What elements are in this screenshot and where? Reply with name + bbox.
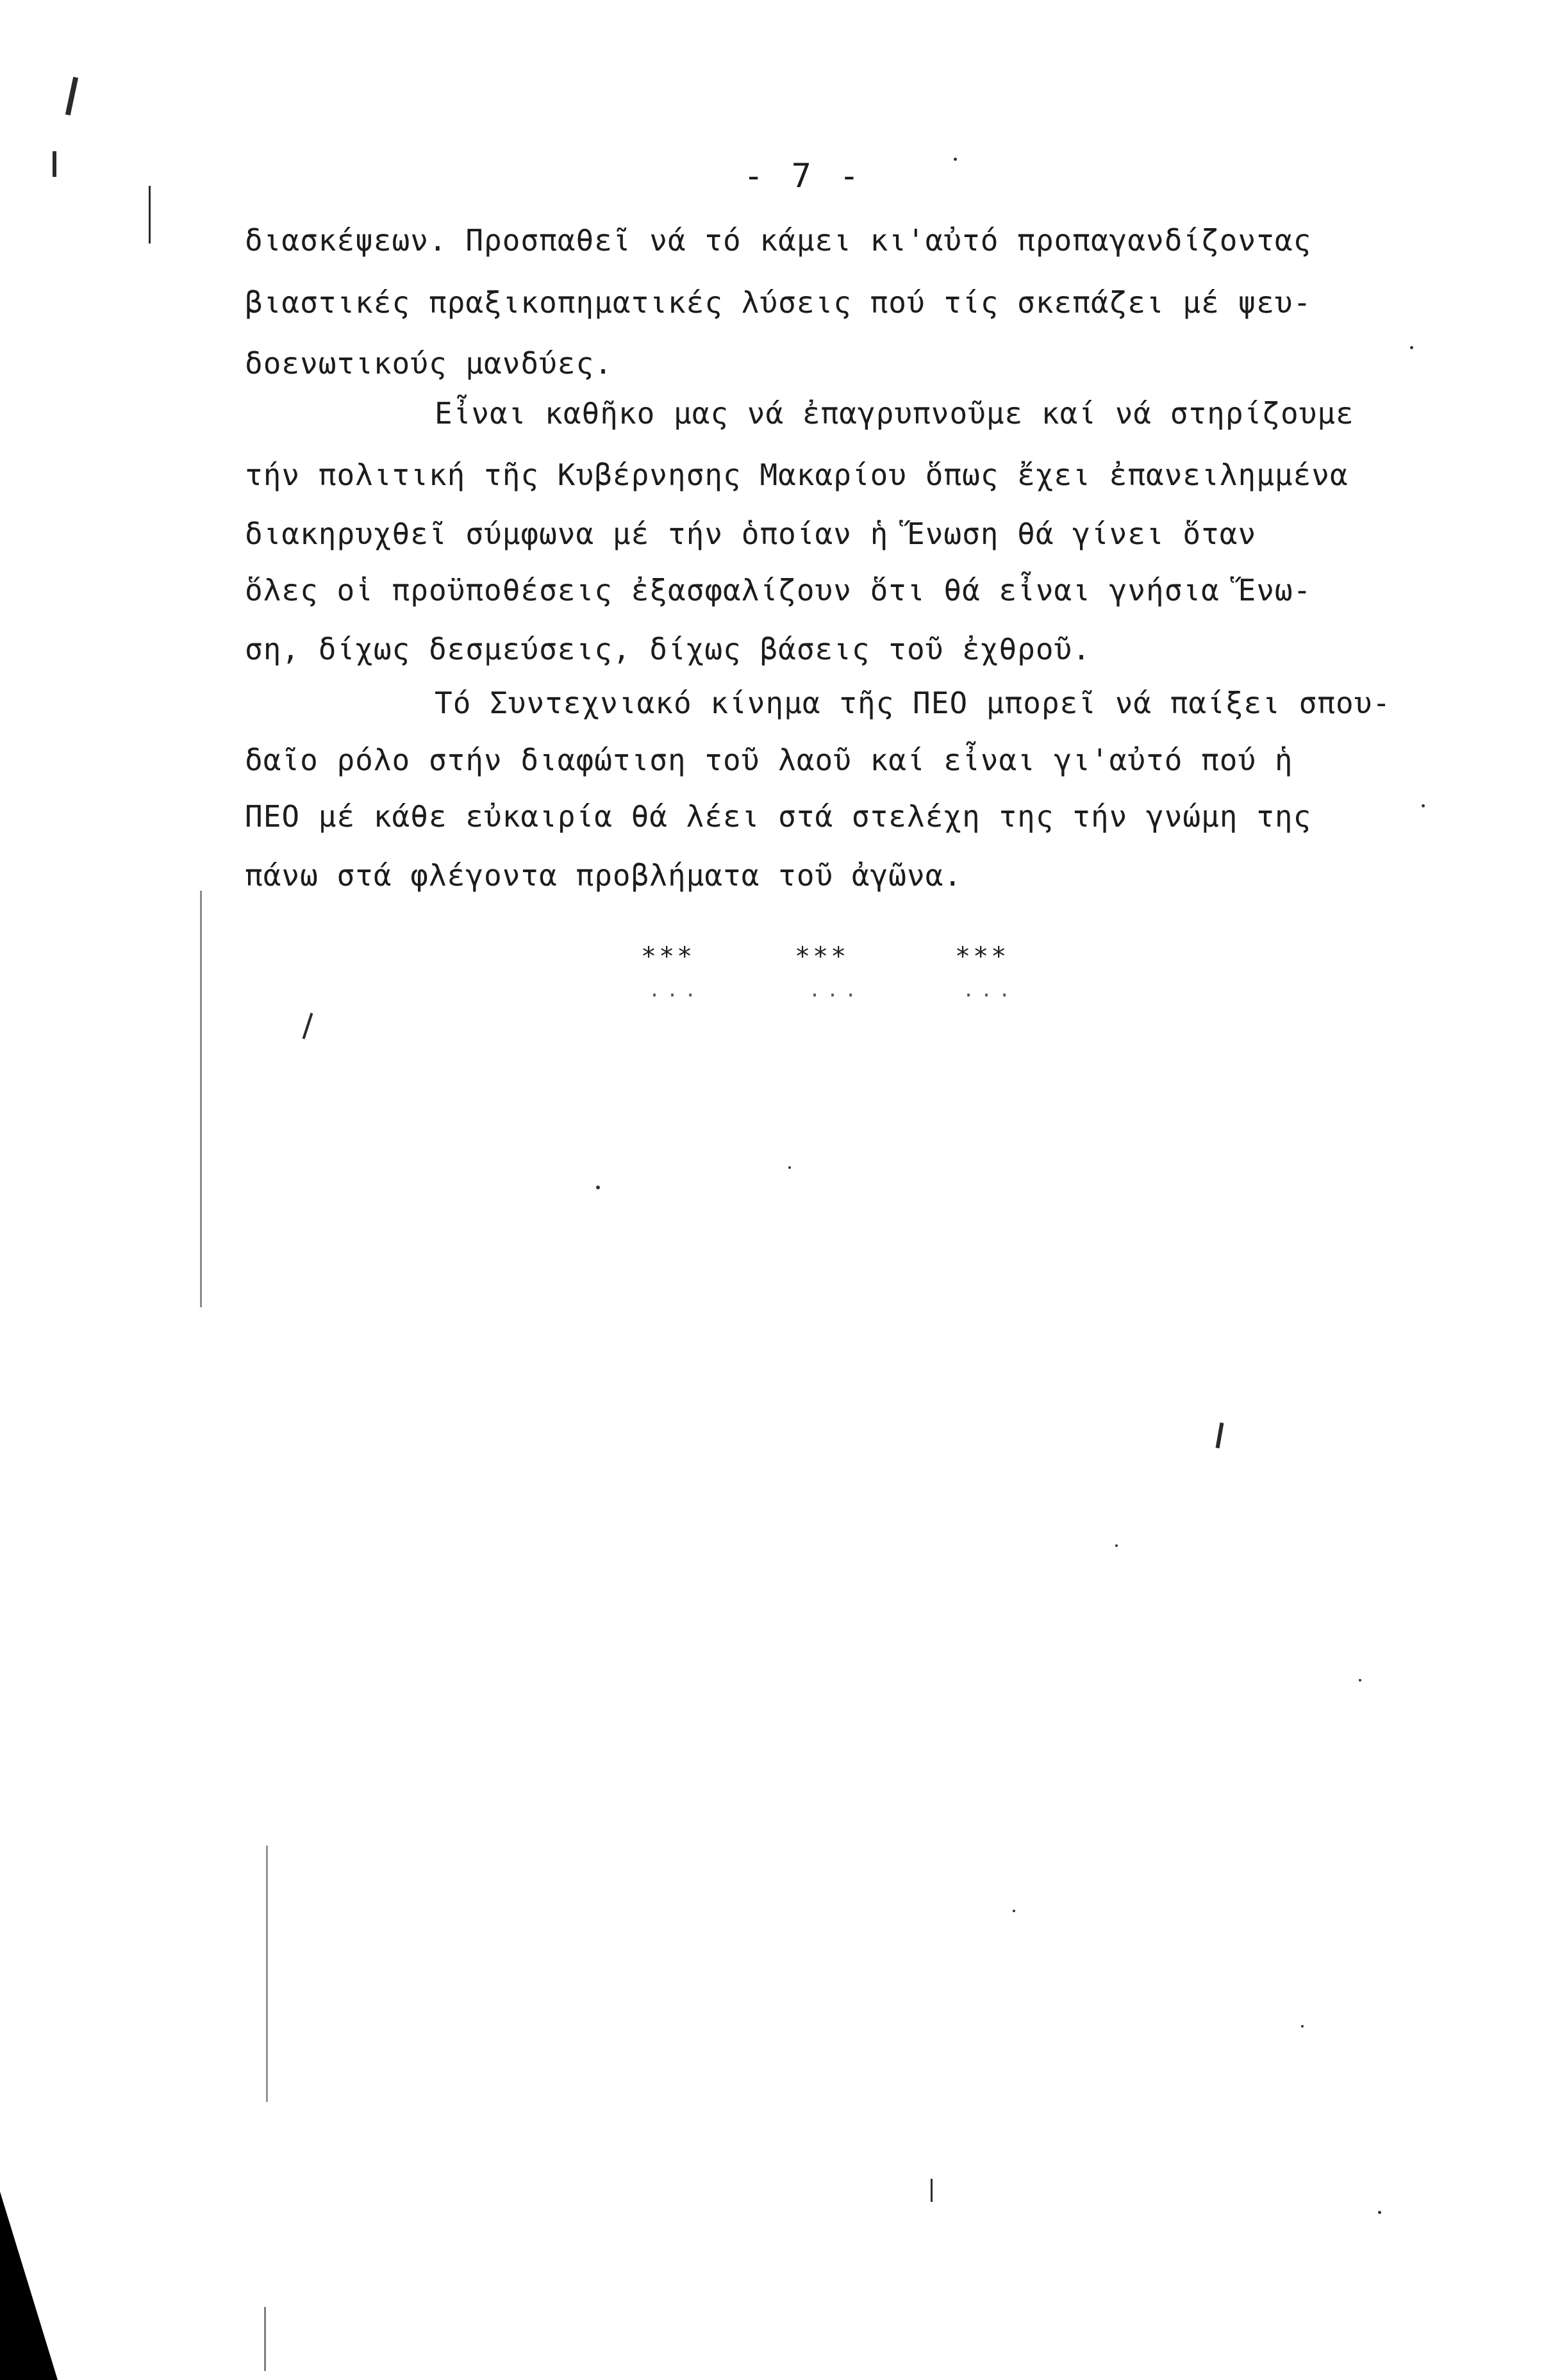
speck	[1410, 346, 1413, 349]
margin-mark-mid-3	[931, 2179, 933, 2202]
text-line-8: ση, δίχως δεσμεύσεις, δίχως βάσεις τοῦ ἐχθροῦ.	[245, 632, 1091, 666]
text-line-12: πάνω στά φλέγοντα προβλήματα τοῦ ἀγῶνα.	[245, 858, 963, 893]
margin-mark-mid-1	[303, 1012, 313, 1039]
margin-mark-topleft-1	[65, 77, 78, 115]
margin-line-left-3	[266, 1846, 268, 2102]
speck	[1115, 1544, 1118, 1547]
speck	[788, 1166, 791, 1169]
text-line-7: ὅλες οἱ προϋποθέσεις ἐξασφαλίζουν ὅτι θά εἶναι γνήσια Ἕνω-	[245, 573, 1312, 607]
margin-mark-mid-2	[1216, 1423, 1224, 1448]
separator-stars-3: ***	[955, 942, 1009, 971]
text-line-3: δοενωτικούς μανδύες.	[245, 346, 613, 381]
text-line-10: δαῖο ρόλο στήν διαφώτιση τοῦ λαοῦ καί εἶναι γι'αὐτό πού ἡ	[245, 743, 1293, 777]
speck	[1301, 2025, 1304, 2028]
text-line-11: ΠΕΟ μέ κάθε εὐκαιρία θά λέει στά στελέχη της τήν γνώμη της	[245, 799, 1312, 834]
margin-mark-topleft-2	[53, 151, 56, 177]
text-line-5: τήν πολιτική τῆς Κυβέρνησης Μακαρίου ὅπως ἔχει ἐπανειλημμένα	[245, 458, 1349, 492]
speck	[1359, 1679, 1361, 1682]
separator-dots-3: ...	[963, 979, 1017, 1002]
margin-line-left-1	[200, 891, 202, 1307]
separator-dots-2: ...	[809, 979, 863, 1002]
text-line-6: διακηρυχθεῖ σύμφωνα μέ τήν ὁποίαν ἡ Ἕνωση θά γίνει ὅταν	[245, 516, 1257, 551]
page-number: - 7 -	[743, 157, 863, 195]
scan-edge-shadow	[0, 2192, 58, 2380]
text-line-2: βιαστικές πραξικοπηματικές λύσεις πού τίς σκεπάζει μέ ψευ-	[245, 285, 1312, 320]
text-line-1: διασκέψεων. Προσπαθεῖ νά τό κάμει κι'αὐτό προπαγανδίζοντας	[245, 223, 1312, 258]
speck	[954, 158, 957, 161]
speck	[1013, 1910, 1015, 1912]
speck	[596, 1186, 600, 1189]
margin-line-top	[149, 186, 151, 244]
separator-stars-1: ***	[641, 942, 695, 971]
speck	[1422, 804, 1425, 807]
separator-stars-2: ***	[795, 942, 849, 971]
separator-dots-1: ...	[649, 979, 703, 1002]
text-line-9: Τό Συντεχνιακό κίνημα τῆς ΠΕΟ μπορεῖ νά παίξει σπου-	[435, 686, 1391, 720]
text-line-4: Εἶναι καθῆκο μας νά ἐπαγρυπνοῦμε καί νά στηρίζουμε	[435, 396, 1354, 431]
margin-line-left-2	[264, 2307, 266, 2371]
speck	[1378, 2211, 1381, 2214]
